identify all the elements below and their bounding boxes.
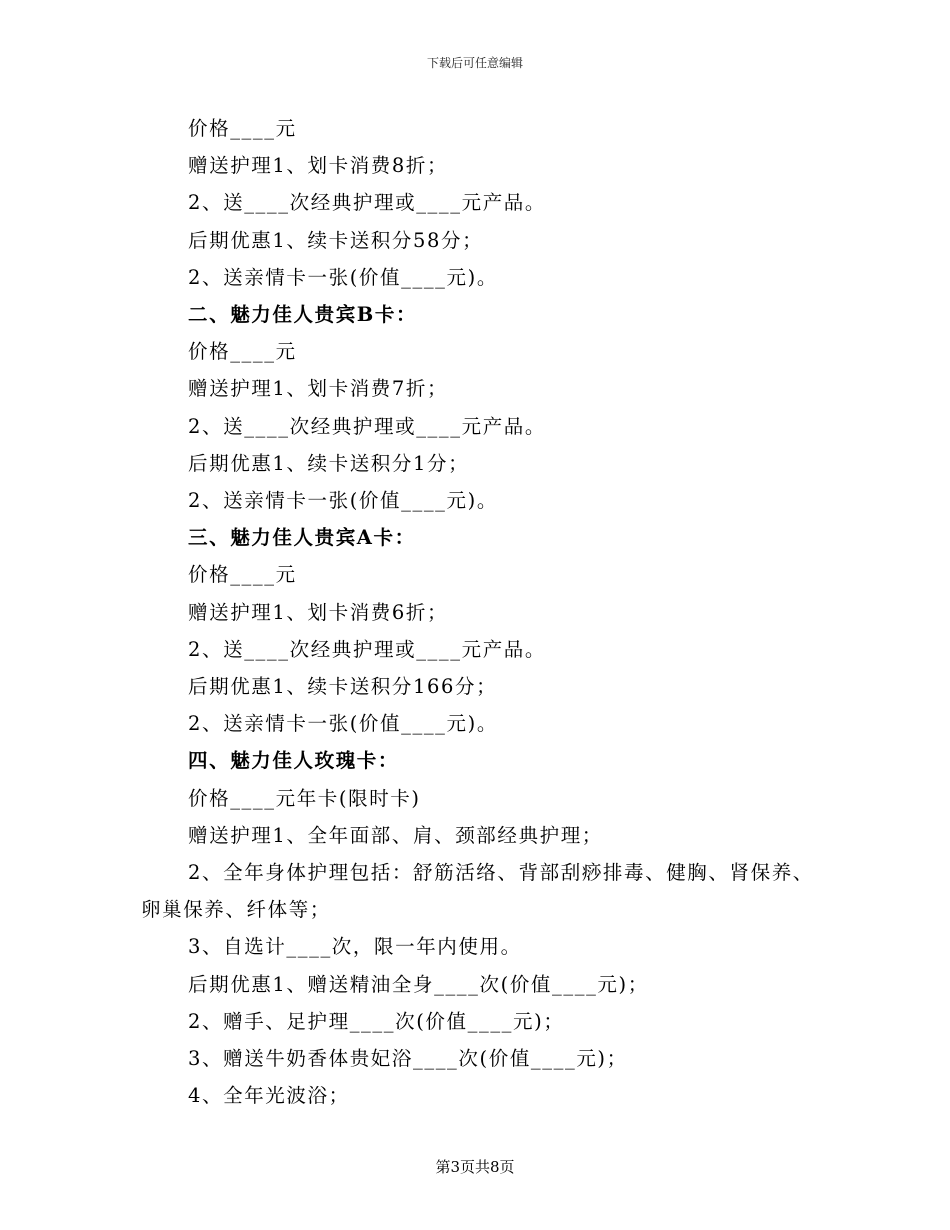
text-line: 后期优惠1、赠送精油全身____次(价值____元)； (188, 972, 649, 996)
text-line: 2、送亲情卡一张(价值____元)。 (188, 489, 498, 513)
text-line-continuation: 卵巢保养、纤体等； (141, 898, 331, 922)
text-line: 价格____元 (188, 340, 297, 364)
text-line: 2、送____次经典护理或____元产品。 (188, 637, 547, 661)
text-line: 赠送护理1、划卡消费6折； (188, 600, 449, 624)
text-line: 后期优惠1、续卡送积分166分； (188, 675, 498, 699)
text-line: 4、全年光波浴； (188, 1084, 350, 1108)
section-heading: 二、魅力佳人贵宾B卡： (188, 303, 418, 327)
page-footer: 第3页共8页 (435, 1158, 515, 1176)
text-line: 2、送____次经典护理或____元产品。 (188, 191, 547, 215)
section-heading: 三、魅力佳人贵宾A卡： (188, 526, 416, 550)
text-line: 赠送护理1、全年面部、肩、颈部经典护理； (188, 823, 603, 847)
text-line: 后期优惠1、续卡送积分58分； (188, 228, 484, 252)
text-line: 2、送____次经典护理或____元产品。 (188, 414, 547, 438)
section-heading: 四、魅力佳人玫瑰卡： (188, 749, 400, 773)
page-header: 下载后可任意编辑 (426, 56, 523, 70)
text-line: 2、赠手、足护理____次(价值____元)； (188, 1009, 565, 1033)
text-line: 赠送护理1、划卡消费8折； (188, 154, 449, 178)
text-line: 价格____元年卡(限时卡) (188, 786, 421, 810)
text-line: 后期优惠1、续卡送积分1分； (188, 451, 470, 475)
text-line: 2、全年身体护理包括：舒筋活络、背部刮痧排毒、健胸、肾保养、 (188, 861, 814, 885)
text-line: 价格____元 (188, 563, 297, 587)
text-line: 2、送亲情卡一张(价值____元)。 (188, 265, 498, 289)
document-body (141, 110, 841, 1114)
text-line: 3、自选计____次，限一年内使用。 (188, 935, 522, 959)
text-line: 价格____元 (188, 117, 297, 140)
text-line: 3、赠送牛奶香体贵妃浴____次(价值____元)； (188, 1047, 628, 1071)
text-line: 2、送亲情卡一张(价值____元)。 (188, 712, 498, 736)
text-line: 赠送护理1、划卡消费7折； (188, 377, 449, 401)
